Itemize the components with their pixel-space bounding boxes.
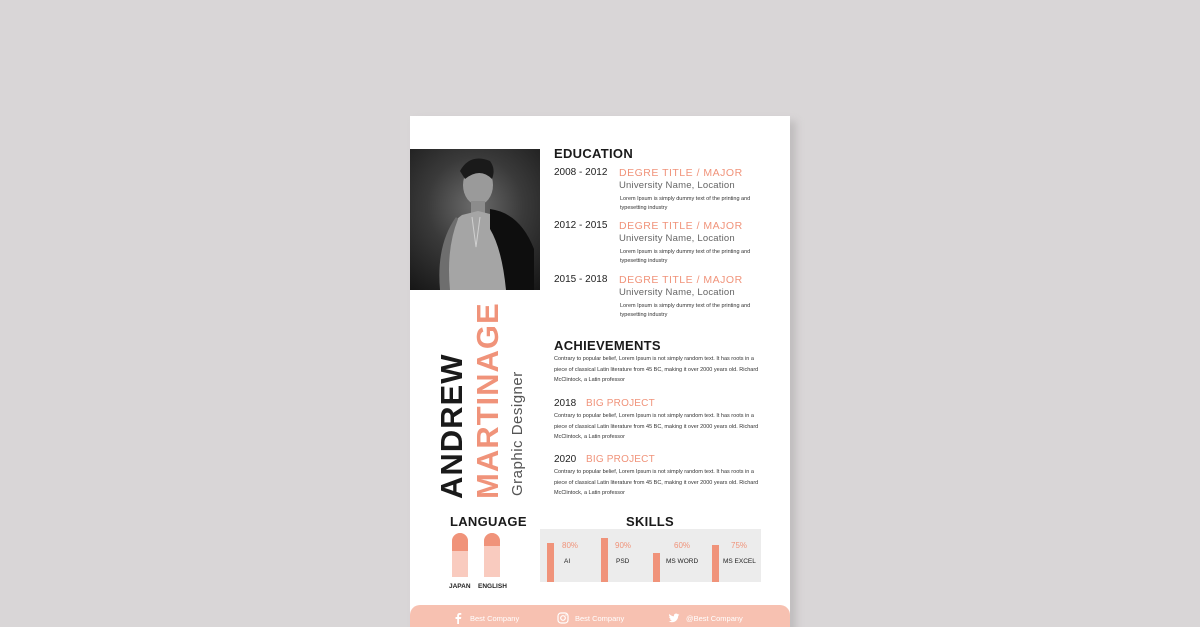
education-degree: DEGRE TITLE / MAJOR bbox=[619, 167, 743, 179]
skill-bar bbox=[712, 545, 719, 582]
language-label: JAPAN bbox=[449, 583, 471, 590]
twitter-handle: @Best Company bbox=[686, 613, 743, 623]
achievement-desc: Contrary to popular belief, Lorem Ipsum is not simply random text. It has roots in a piece of classical Latin literature from 45 BC, making it over 2000 years old. Richard McClintock, a Latin professor bbox=[554, 469, 759, 496]
skill-percent: 60% bbox=[674, 541, 691, 550]
last-name: MARTINAGE bbox=[470, 302, 505, 499]
facebook-link[interactable] bbox=[452, 612, 519, 624]
language-meter-japan bbox=[452, 533, 468, 577]
skill-label: MS WORD bbox=[666, 558, 699, 565]
achievements-heading: ACHIEVEMENTS bbox=[554, 338, 661, 353]
language-heading: LANGUAGE bbox=[450, 514, 527, 529]
achievement-title: BIG PROJECT bbox=[586, 398, 655, 409]
education-heading: EDUCATION bbox=[554, 146, 634, 161]
education-school: University Name, Location bbox=[619, 287, 735, 298]
education-school: University Name, Location bbox=[619, 180, 735, 191]
education-desc: Lorem Ipsum is simply dummy text of the printing and typesetting industry bbox=[620, 303, 751, 318]
education-desc: Lorem Ipsum is simply dummy text of the printing and typesetting industry bbox=[620, 196, 751, 211]
achievement-title: BIG PROJECT bbox=[586, 454, 655, 465]
achievements-intro: Contrary to popular belief, Lorem Ipsum is not simply random text. It has roots in a piece of classical Latin literature from 45 BC, making it over 2000 years old. Richard McClintock, a Latin professor bbox=[554, 356, 759, 383]
skill-percent: 75% bbox=[731, 541, 748, 550]
skill-bar bbox=[653, 553, 660, 582]
instagram-handle: Best Company bbox=[575, 613, 625, 623]
instagram-icon bbox=[557, 612, 569, 624]
twitter-icon bbox=[668, 612, 680, 624]
education-desc: Lorem Ipsum is simply dummy text of the printing and typesetting industry bbox=[620, 249, 751, 264]
social-footer bbox=[410, 605, 790, 627]
facebook-handle: Best Company bbox=[470, 613, 520, 623]
achievement-desc: Contrary to popular belief, Lorem Ipsum is not simply random text. It has roots in a piece of classical Latin literature from 45 BC, making it over 2000 years old. Richard McClintock, a Latin professor bbox=[554, 413, 759, 440]
education-years: 2008 - 2012 bbox=[554, 167, 608, 178]
education-degree: DEGRE TITLE / MAJOR bbox=[619, 274, 743, 286]
language-meter-english bbox=[484, 533, 500, 577]
profile-photo bbox=[410, 149, 540, 290]
skill-percent: 80% bbox=[562, 541, 579, 550]
education-item bbox=[554, 220, 779, 270]
education-school: University Name, Location bbox=[619, 233, 735, 244]
language-fill bbox=[484, 533, 500, 546]
skills-chart bbox=[540, 529, 761, 582]
job-role: Graphic Designer bbox=[509, 371, 526, 496]
skill-label: MS EXCEL bbox=[723, 558, 756, 565]
education-years: 2015 - 2018 bbox=[554, 274, 608, 285]
instagram-link[interactable] bbox=[557, 612, 624, 624]
first-name: ANDREW bbox=[434, 353, 469, 499]
education-item bbox=[554, 274, 779, 324]
skill-label: PSD bbox=[616, 558, 630, 565]
achievement-year: 2020 bbox=[554, 454, 577, 465]
skill-label: AI bbox=[564, 558, 571, 565]
language-label: ENGLISH bbox=[478, 583, 507, 590]
skill-percent: 90% bbox=[615, 541, 632, 550]
skills-heading: SKILLS bbox=[626, 514, 675, 529]
twitter-link[interactable] bbox=[668, 612, 743, 624]
achievement-year: 2018 bbox=[554, 398, 577, 409]
education-degree: DEGRE TITLE / MAJOR bbox=[619, 220, 743, 232]
resume-page bbox=[410, 116, 790, 627]
skill-bar bbox=[547, 543, 554, 582]
education-item bbox=[554, 167, 779, 217]
education-years: 2012 - 2015 bbox=[554, 220, 608, 231]
skill-bar bbox=[601, 538, 608, 582]
language-fill bbox=[452, 533, 468, 551]
facebook-icon bbox=[452, 612, 464, 624]
